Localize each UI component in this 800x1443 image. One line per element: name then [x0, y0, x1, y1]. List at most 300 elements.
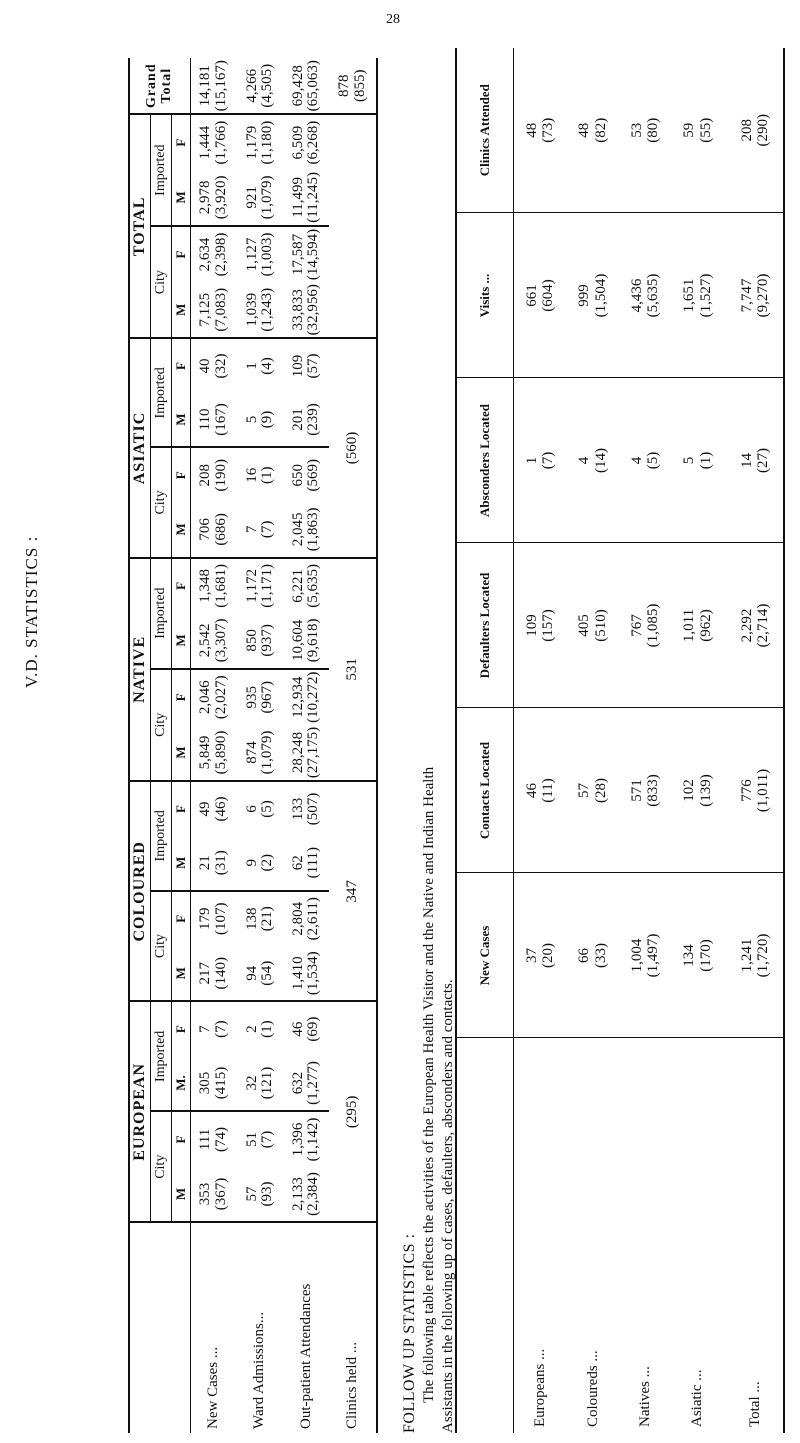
- cell-prev: (167): [213, 403, 230, 436]
- sex-m: M: [172, 393, 191, 448]
- grand-total-cell: [191, 58, 238, 114]
- cell-prev: (1,079): [259, 730, 276, 775]
- cell-value: 46: [523, 783, 540, 798]
- cell: [283, 891, 329, 946]
- cell: [283, 226, 329, 282]
- cell: [567, 873, 619, 1038]
- cell: [671, 378, 723, 543]
- row-label-total: Total ...: [747, 1381, 764, 1427]
- sex-f: F: [172, 1111, 191, 1167]
- cell-prev: (2,384): [305, 1172, 322, 1216]
- cell-prev: (2): [259, 853, 276, 872]
- cell: [283, 1002, 329, 1056]
- cell-prev: (1,003): [259, 232, 276, 277]
- sex-f: F: [172, 558, 191, 614]
- follow-up-line-1: The following table reflects the activities of the European Health Visitor and the Native and Indian Health: [421, 766, 437, 1403]
- sex-f: F: [172, 1002, 191, 1056]
- cell-value: 40: [197, 358, 214, 374]
- cell-prev: (1,171): [259, 563, 276, 608]
- cell-value: 2,542: [197, 623, 214, 658]
- cell: [671, 48, 723, 213]
- cell: [514, 48, 567, 213]
- cell: [191, 282, 238, 338]
- row-label-natives: Natives ...: [636, 1366, 653, 1427]
- grand-total-cell: [329, 58, 377, 114]
- cell: [283, 946, 329, 1002]
- table-row: [329, 58, 377, 1433]
- cell-value: 69,428: [289, 65, 306, 107]
- cell-value: 46: [289, 1021, 306, 1037]
- cell-value: 2,045: [289, 512, 306, 547]
- cell-prev: (33): [592, 943, 609, 968]
- cell: [191, 338, 238, 392]
- sex-m: M.: [172, 1056, 191, 1112]
- cell-prev: (2,611): [305, 897, 322, 941]
- cell-prev: (5,635): [645, 273, 662, 318]
- cell-value: 5: [681, 456, 697, 465]
- cell: [283, 725, 329, 781]
- cell: [191, 447, 238, 502]
- cell-prev: (57): [305, 353, 322, 379]
- cell-prev: (10,272): [305, 671, 322, 723]
- cell-value: 217: [197, 962, 214, 985]
- cell-prev: (5,635): [305, 563, 322, 608]
- followup-table: [455, 48, 785, 1433]
- cell: [283, 836, 329, 891]
- cell-value: 33,833: [289, 289, 306, 331]
- cell: [283, 393, 329, 448]
- cell: [724, 48, 784, 213]
- row-label-europeans: Europeans ...: [532, 1348, 549, 1427]
- cell-prev: (139): [697, 774, 714, 807]
- cell: [283, 282, 329, 338]
- cell: [237, 338, 283, 392]
- cell-value: 6: [243, 805, 260, 813]
- cell: [567, 213, 619, 378]
- cell-value: 632: [289, 1071, 306, 1095]
- subgroup-city: City: [151, 1111, 172, 1222]
- cell-value: 111: [197, 1128, 214, 1151]
- cell-value: 110: [197, 408, 214, 431]
- cell-prev: (31): [213, 850, 230, 876]
- cell: [619, 708, 671, 873]
- cell-value: 94: [243, 965, 260, 981]
- sex-m: M: [172, 946, 191, 1002]
- cell-prev: (510): [592, 609, 609, 642]
- cell: [283, 114, 329, 170]
- cell-value: 405: [576, 614, 593, 637]
- cell: [514, 873, 567, 1038]
- cell: [237, 891, 283, 946]
- group-header-asiatic: ASIATIC: [129, 338, 151, 557]
- cell-value: 5,849: [197, 735, 214, 770]
- cell-prev: (239): [305, 403, 322, 436]
- cell-prev: (4): [259, 357, 276, 375]
- cell-prev: (1,011): [755, 768, 772, 813]
- cell-value: 874: [243, 741, 260, 764]
- cell-prev: (855): [351, 69, 368, 102]
- grand-total-cell: [237, 58, 283, 114]
- page-number: 28: [386, 12, 400, 27]
- cell-value: 935: [243, 685, 260, 709]
- cell-value: 102: [681, 779, 697, 802]
- cell: [619, 48, 671, 213]
- cell-prev: (93): [259, 1181, 276, 1207]
- sex-f: F: [172, 669, 191, 725]
- cell-prev: (7): [259, 1130, 276, 1149]
- cell-prev: (7): [213, 1020, 230, 1038]
- cell-prev: (20): [540, 943, 557, 968]
- cell: [237, 613, 283, 669]
- cell-value: 32: [243, 1075, 260, 1091]
- cell: [283, 170, 329, 226]
- cell-prev: (1,534): [305, 951, 322, 996]
- table-row: [191, 58, 238, 1433]
- cell-prev: (3,920): [213, 175, 230, 220]
- cell-prev: (21): [259, 906, 276, 932]
- cell-value: 109: [289, 354, 306, 378]
- cell-value: 1,241: [738, 938, 755, 973]
- sex-m: M: [172, 502, 191, 558]
- cell-prev: (5,890): [213, 730, 230, 775]
- cell: (560): [329, 338, 377, 557]
- grand-total-header: Grand Total: [129, 58, 191, 114]
- cell-value: 1,348: [197, 568, 214, 603]
- cell-value: 1: [243, 362, 260, 370]
- cell-prev: (967): [259, 680, 276, 714]
- cell: [329, 114, 377, 338]
- cell-prev: (4,505): [259, 63, 276, 108]
- cell-value: 706: [197, 518, 214, 541]
- cell-value: 571: [628, 779, 645, 802]
- attendance-table-wrapper: [128, 58, 378, 1433]
- cell-value: 208: [738, 119, 755, 142]
- cell-prev: (190): [213, 458, 230, 492]
- table-row: [283, 58, 329, 1433]
- cell-prev: (2,027): [213, 675, 230, 720]
- cell-prev: (1,277): [305, 1061, 322, 1105]
- cell-value: 850: [243, 629, 260, 652]
- cell-value: 179: [197, 907, 214, 931]
- cell: [283, 447, 329, 502]
- cell-value: 7,747: [738, 278, 755, 313]
- cell: [237, 558, 283, 614]
- cell-prev: (1,142): [305, 1117, 322, 1162]
- row-label-asiatic: Asiatic ...: [689, 1369, 706, 1427]
- cell-prev: (11,245): [305, 172, 322, 223]
- cell-value: 66: [576, 948, 593, 963]
- cell-prev: (82): [592, 117, 609, 143]
- cell-value: 133: [289, 797, 306, 821]
- group-header-coloured: COLOURED: [129, 781, 151, 1001]
- table-row: [671, 48, 723, 1433]
- cell-prev: (54): [259, 960, 276, 986]
- cell: [283, 338, 329, 392]
- cell: 531: [329, 558, 377, 782]
- sex-m: M: [172, 613, 191, 669]
- row-label-header: [456, 1038, 514, 1433]
- cell: [567, 378, 619, 543]
- cell: [724, 213, 784, 378]
- cell-value: 53: [628, 122, 645, 138]
- cell: [283, 781, 329, 836]
- cell-prev: (7): [259, 520, 276, 539]
- cell-value: 1,127: [243, 237, 260, 272]
- cell-value: 776: [738, 779, 755, 802]
- sex-f: F: [172, 447, 191, 502]
- cell-value: 1,039: [243, 292, 260, 327]
- cell-value: 878: [335, 74, 352, 97]
- cell-prev: (14,594): [305, 228, 322, 281]
- subgroup-city: City: [151, 226, 172, 339]
- cell-prev: (3,307): [213, 618, 230, 663]
- cell-value: 10,604: [289, 619, 306, 661]
- cell-value: 2,978: [197, 180, 214, 215]
- cell-prev: (1,504): [592, 273, 609, 318]
- cell-prev: (937): [259, 624, 276, 657]
- cell-prev: (1,681): [213, 563, 230, 608]
- cell: [191, 613, 238, 669]
- cell-value: 208: [197, 463, 214, 487]
- cell: [191, 226, 238, 282]
- cell: [724, 873, 784, 1038]
- cell-value: 11,499: [289, 177, 306, 218]
- cell-prev: (46): [213, 796, 230, 822]
- table-row: [619, 48, 671, 1433]
- cell: [671, 543, 723, 708]
- cell: [237, 282, 283, 338]
- cell-prev: (1,720): [755, 933, 772, 978]
- cell: [619, 543, 671, 708]
- table-row: [237, 58, 283, 1433]
- cell: [191, 502, 238, 558]
- cell: [191, 891, 238, 946]
- cell-value: 48: [523, 122, 540, 138]
- sex-f: F: [172, 114, 191, 170]
- cell-value: 7: [243, 525, 260, 534]
- cell: [567, 48, 619, 213]
- cell-value: 17,587: [289, 233, 306, 276]
- cell: [237, 1167, 283, 1223]
- cell-prev: (2,714): [755, 603, 772, 648]
- cell-prev: (7,083): [213, 287, 230, 332]
- cell: [671, 213, 723, 378]
- cell: [237, 836, 283, 891]
- cell: [237, 502, 283, 558]
- cell-prev: (11): [540, 778, 557, 803]
- cell: [191, 946, 238, 1002]
- table-row: [514, 48, 567, 1433]
- cell-value: 6,221: [289, 568, 306, 603]
- cell: [237, 946, 283, 1002]
- cell-prev: (1,079): [259, 175, 276, 220]
- cell-prev: (32,956): [305, 284, 322, 336]
- cell-prev: (9,618): [305, 618, 322, 663]
- cell-prev: (80): [645, 117, 662, 143]
- cell: [191, 114, 238, 170]
- cell: [283, 1167, 329, 1223]
- cell-value: 1,172: [243, 568, 260, 603]
- cell: [237, 170, 283, 226]
- cell-value: 650: [289, 463, 306, 487]
- cell-value: 16: [243, 467, 260, 483]
- cell-prev: (1,863): [305, 507, 322, 552]
- cell-prev: (140): [213, 957, 230, 990]
- cell-prev: (157): [540, 609, 557, 642]
- sex-m: M: [172, 1167, 191, 1223]
- cell: [237, 669, 283, 725]
- cell-value: 305: [197, 1071, 214, 1095]
- cell-value: 49: [197, 801, 214, 817]
- row-label-new-cases: New Cases ...: [205, 1346, 222, 1429]
- cell-prev: (121): [259, 1066, 276, 1100]
- cell: [619, 213, 671, 378]
- cell-prev: (686): [213, 513, 230, 546]
- cell-value: 4: [576, 456, 593, 465]
- cell-value: 134: [681, 944, 697, 967]
- cell: [191, 170, 238, 226]
- cell: [237, 1056, 283, 1112]
- cell-prev: (1,766): [213, 120, 230, 165]
- cell-value: 1,004: [628, 938, 645, 973]
- cell-prev: (5): [645, 451, 662, 470]
- cell-prev: (6,268): [305, 120, 322, 165]
- cell-prev: (111): [305, 847, 322, 879]
- cell-prev: (73): [540, 117, 557, 143]
- cell-value: 201: [289, 408, 306, 431]
- cell: [191, 558, 238, 614]
- cell-value: 767: [628, 614, 645, 637]
- cell-value: 4: [628, 456, 645, 465]
- cell-prev: (27): [755, 448, 772, 473]
- cell: [237, 226, 283, 282]
- cell-value: 999: [576, 284, 593, 307]
- cell-prev: (74): [213, 1126, 230, 1152]
- grand-total-cell: [283, 58, 329, 114]
- cell-value: 2,292: [738, 608, 755, 643]
- cell-value: 6,509: [289, 125, 306, 160]
- cell: [191, 1002, 238, 1056]
- cell-value: 2,634: [197, 237, 214, 272]
- cell: [237, 781, 283, 836]
- cell-value: 14: [738, 453, 755, 468]
- cell-prev: (9): [259, 410, 276, 429]
- cell-value: 59: [681, 122, 697, 138]
- cell-value: 21: [197, 855, 214, 871]
- cell-prev: (28): [592, 778, 609, 803]
- cell-prev: (32): [213, 353, 230, 379]
- cell: [237, 447, 283, 502]
- cell-prev: (1,243): [259, 287, 276, 332]
- cell-value: 109: [523, 614, 540, 637]
- cell: [283, 558, 329, 614]
- cell: [191, 1056, 238, 1112]
- sex-m: M: [172, 170, 191, 226]
- cell-value: 62: [289, 855, 306, 871]
- cell: [724, 543, 784, 708]
- subgroup-imported: Imported: [151, 558, 172, 669]
- cell-value: 921: [243, 186, 260, 209]
- cell-value: 2: [243, 1025, 260, 1033]
- cell-value: 37: [523, 948, 540, 963]
- cell: [671, 708, 723, 873]
- sex-m: M: [172, 725, 191, 781]
- cell: [671, 873, 723, 1038]
- cell: [724, 708, 784, 873]
- cell-prev: (1): [259, 466, 276, 484]
- cell: [283, 613, 329, 669]
- attendance-table: [128, 58, 378, 1433]
- cell-prev: (55): [697, 117, 714, 143]
- cell: [191, 836, 238, 891]
- subgroup-imported: Imported: [151, 338, 172, 447]
- cell: [191, 1111, 238, 1167]
- cell-prev: (9,270): [755, 273, 772, 318]
- cell: [283, 1111, 329, 1167]
- header-clinics-attended: Clinics Attended: [456, 48, 514, 213]
- cell: [191, 393, 238, 448]
- cell: [237, 1002, 283, 1056]
- cell-value: 353: [197, 1182, 214, 1206]
- cell-prev: (833): [645, 774, 662, 807]
- subgroup-city: City: [151, 447, 172, 557]
- cell-value: 1,444: [197, 125, 214, 160]
- cell-prev: (15,167): [213, 60, 230, 112]
- cell: [191, 781, 238, 836]
- row-label-out-patient-attendances: Out-patient Attendances: [297, 1283, 314, 1429]
- cell: [514, 708, 567, 873]
- cell: [283, 1056, 329, 1112]
- follow-up-title: FOLLOW UP STATISTICS :: [401, 1233, 418, 1433]
- group-header-native: NATIVE: [129, 558, 151, 782]
- cell: [283, 502, 329, 558]
- table-row-total: [724, 48, 784, 1433]
- cell-value: 1,651: [681, 278, 697, 313]
- followup-table-wrapper: [455, 48, 785, 1433]
- sex-m: M: [172, 282, 191, 338]
- header-defaulters-located: Defaulters Located: [456, 543, 514, 708]
- cell-prev: (569): [305, 458, 322, 492]
- cell-value: 7: [197, 1025, 214, 1033]
- subgroup-imported: Imported: [151, 781, 172, 890]
- cell: [237, 1111, 283, 1167]
- cell-prev: (2,398): [213, 232, 230, 277]
- subgroup-imported: Imported: [151, 114, 172, 225]
- cell-prev: (107): [213, 902, 230, 936]
- sex-m: M: [172, 836, 191, 891]
- cell-value: 5: [243, 415, 260, 424]
- subgroup-city: City: [151, 669, 172, 782]
- cell: [191, 669, 238, 725]
- cell: [191, 1167, 238, 1223]
- cell: [237, 393, 283, 448]
- cell: [514, 378, 567, 543]
- cell-prev: (1,497): [645, 933, 662, 978]
- cell: [514, 543, 567, 708]
- header-visits: Visits ...: [456, 213, 514, 378]
- cell-prev: (962): [697, 609, 714, 642]
- cell-prev: (1,527): [697, 273, 714, 318]
- row-label-ward-admissions: Ward Admissions...: [251, 1311, 268, 1429]
- cell-value: 2,046: [197, 680, 214, 715]
- row-label-clinics-held: Clinics held ...: [343, 1341, 360, 1429]
- sex-f: F: [172, 781, 191, 836]
- follow-up-text: [400, 58, 458, 1433]
- cell: [514, 213, 567, 378]
- cell-value: 48: [576, 122, 593, 138]
- cell-prev: (1): [697, 451, 714, 470]
- cell: (295): [329, 1002, 377, 1223]
